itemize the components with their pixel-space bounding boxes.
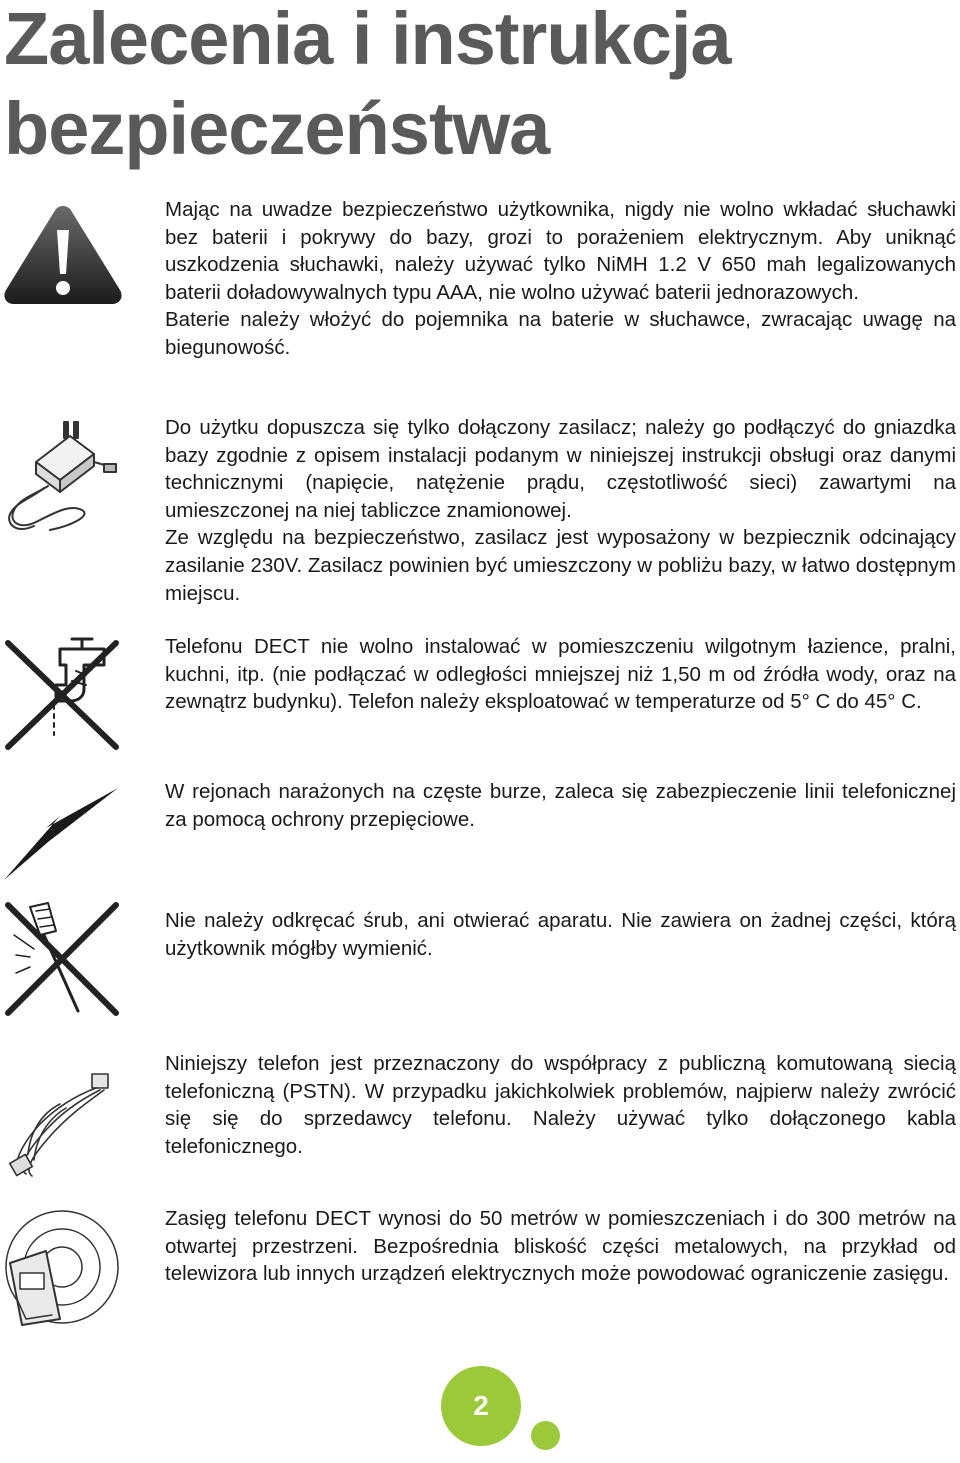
paragraph: Mając na uwadze bezpieczeństwo użytkownika, nigdy nie wolno wkładać słuchawki bez baterii i pokrywy do bazy, grozi to porażeniem elektrycznym. Aby uniknąć uszkodzenia słuchawki, należy używać tylko NiMH 1.2 V 650 mah legalizowanych baterii doładowywalnych typu AAA, nie wolno używać baterii jednorazowych. [165, 198, 956, 304]
dect-range-icon [0, 1207, 130, 1327]
page-title-line-1: Zalecenia i instrukcja [4, 0, 731, 80]
section-dect-range-text [165, 1205, 956, 1288]
section-battery-text [165, 196, 956, 362]
warning-triangle-icon [0, 200, 130, 306]
no-water-tap-icon [0, 635, 130, 751]
paragraph: Nie należy odkręcać śrub, ani otwierać aparatu. Nie zawiera on żadnej części, którą użytkownik mógłby wymienić. [165, 909, 956, 960]
lightning-bolt-icon [0, 784, 130, 880]
paragraph: Zasięg telefonu DECT wynosi do 50 metrów w pomieszczeniach i do 300 metrów na otwartej przestrzeni. Bezpośrednia bliskość części metalowych, na przykład od telewizora lub innych urządzeń elektrycznych może powodować ograniczenie zasięgu. [165, 1207, 956, 1286]
paragraph: Ze względu na bezpieczeństwo, zasilacz jest wyposażony w bezpiecznik odcinający zasilanie 230V. Zasilacz powinien być umieszczony w pobliżu bazy, w łatwo dostępnym miejscu. [165, 526, 956, 605]
no-screwdriver-icon [0, 895, 130, 1021]
section-pstn-text [165, 1050, 956, 1160]
page-title-line-2: bezpieczeństwa [4, 87, 550, 170]
phone-cable-icon [0, 1054, 130, 1180]
power-adapter-icon [0, 418, 130, 536]
page-title [4, 0, 731, 174]
page-number-dot [531, 1421, 560, 1450]
paragraph: Baterie należy włożyć do pojemnika na baterie w słuchawce, zwracając uwagę na biegunowość. [165, 308, 956, 359]
section-do-not-open-text [165, 907, 956, 962]
paragraph: Do użytku dopuszcza się tylko dołączony zasilacz; należy go podłączyć do gniazdka bazy zgodnie z opisem instalacji podanym w niniejszej instrukcji obsługi oraz danymi technicznymi (napięcie, natężenie prądu, częstotliwość sieci) zawartymi na umieszczonej na niej tabliczce znamionowej. [165, 416, 956, 522]
section-power-adapter-text [165, 414, 956, 607]
page-number: 2 [441, 1366, 521, 1446]
paragraph: W rejonach narażonych na częste burze, zaleca się zabezpieczenie linii telefonicznej za pomocą ochrony przepięciowe. [165, 780, 956, 831]
section-lightning-text [165, 778, 956, 833]
paragraph: Telefonu DECT nie wolno instalować w pomieszczeniu wilgotnym łazience, pralni, kuchni, itp. (nie podłączać w odległości mniejszej niż 1,50 m od źródła wody, oraz na zewnątrz budynku). Telefon należy eksploatować w temperaturze od 5° C do 45° C. [165, 635, 956, 714]
paragraph: Niniejszy telefon jest przeznaczony do współpracy z publiczną komutowaną siecią telefoniczną (PSTN). W przypadku jakichkolwiek problemów, najpierw należy zwrócić się się do sprzedawcy telefonu. Należy używać tylko dołączonego kabla telefonicznego. [165, 1052, 956, 1158]
section-humidity-text [165, 633, 956, 716]
